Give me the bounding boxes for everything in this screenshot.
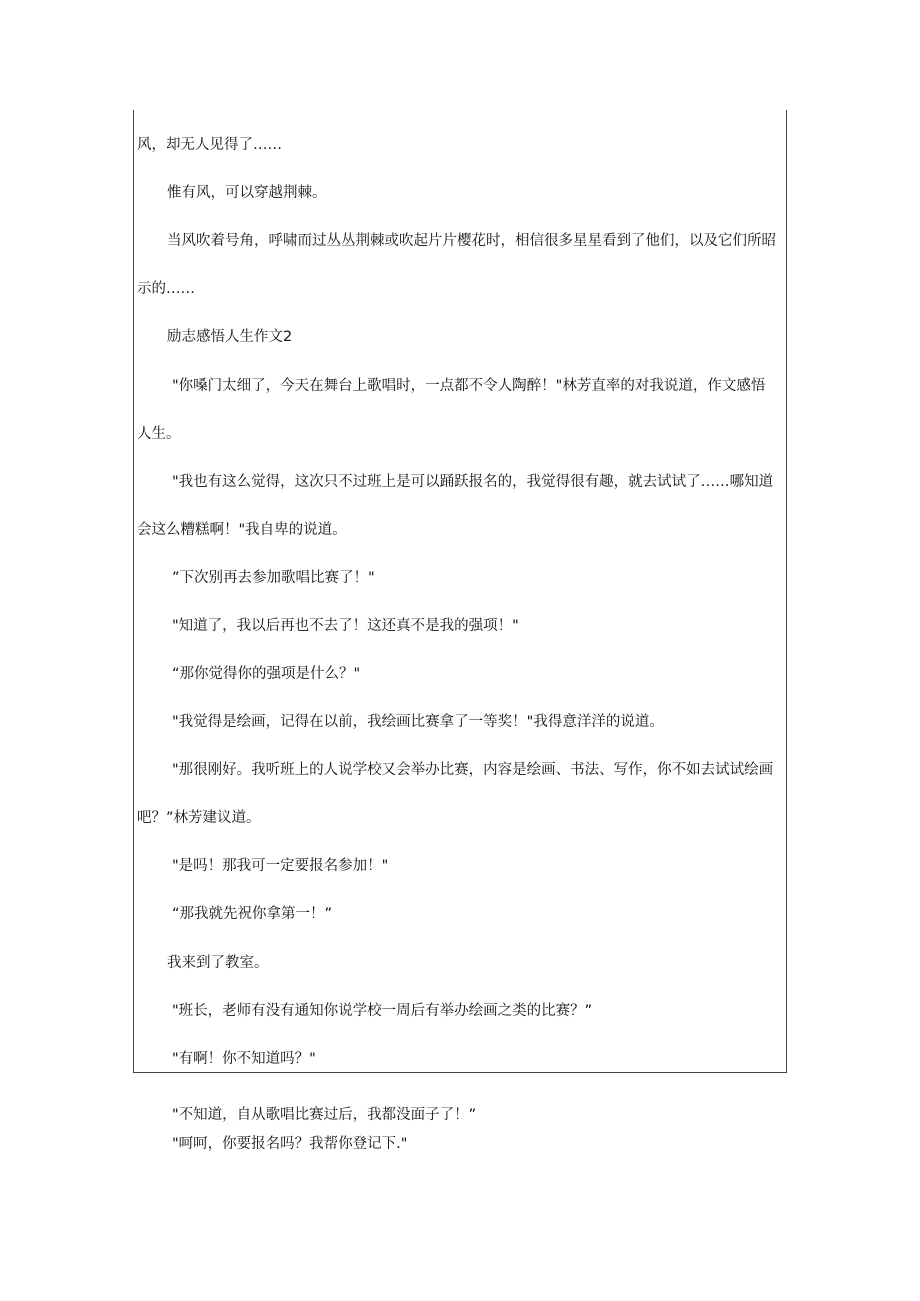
paragraph-line: 励志感悟人生作文2 (167, 329, 293, 345)
paragraph-line: ”下次别再去参加歌唱比赛了！" (172, 570, 375, 586)
paragraph-line: "是吗！那我可一定要报名参加！" (172, 858, 389, 874)
paragraph-line: 我来到了教室。 (167, 955, 269, 971)
paragraph-line: "我觉得是绘画，记得在以前，我绘画比赛拿了一等奖！"我得意洋洋的说道。 (172, 714, 664, 730)
paragraph-line: 吧？”林芳建议道。 (137, 810, 261, 826)
paragraph-line: "那很刚好。我听班上的人说学校又会举办比赛，内容是绘画、书法、写作，你不如去试试绘画 (172, 762, 774, 778)
paragraph-line: "有啊！你不知道吗？" (172, 1051, 316, 1067)
paragraph-line: "我也有这么觉得，这次只不过班上是可以踊跃报名的，我觉得很有趣，就去试试了……哪知道 (172, 474, 774, 490)
paragraph-line: "呵呵，你要报名吗？我帮你登记下." (172, 1136, 408, 1152)
paragraph-line: 会这么糟糕啊！"我自卑的说道。 (137, 522, 347, 538)
paragraph-line: “那我就先祝你拿第一！” (172, 906, 333, 922)
paragraph-line: 当风吹着号角，呼啸而过丛丛荆棘或吹起片片樱花时，相信很多星星看到了他们，以及它们所昭 (167, 233, 776, 249)
paragraph-line: “那你觉得你的强项是什么？" (172, 666, 361, 682)
paragraph-line: 风，却无人见得了…… (137, 137, 282, 153)
text-frame (133, 110, 787, 1073)
paragraph-line: "知道了，我以后再也不去了！这还真不是我的强项！" (172, 618, 519, 634)
paragraph-line: 惟有风，可以穿越荆棘。 (167, 185, 327, 201)
paragraph-line: "不知道，自从歌唱比赛过后，我都没面子了！” (172, 1107, 477, 1123)
paragraph-line: "班长，老师有没有通知你说学校一周后有举办绘画之类的比赛？” (172, 1003, 593, 1019)
paragraph-line: 人生。 (137, 426, 181, 442)
paragraph-line: "你嗓门太细了，今天在舞台上歌唱时，一点都不令人陶醉！"林芳直率的对我说道，作文感悟 (172, 378, 766, 394)
paragraph-line: 示的…… (137, 281, 195, 297)
